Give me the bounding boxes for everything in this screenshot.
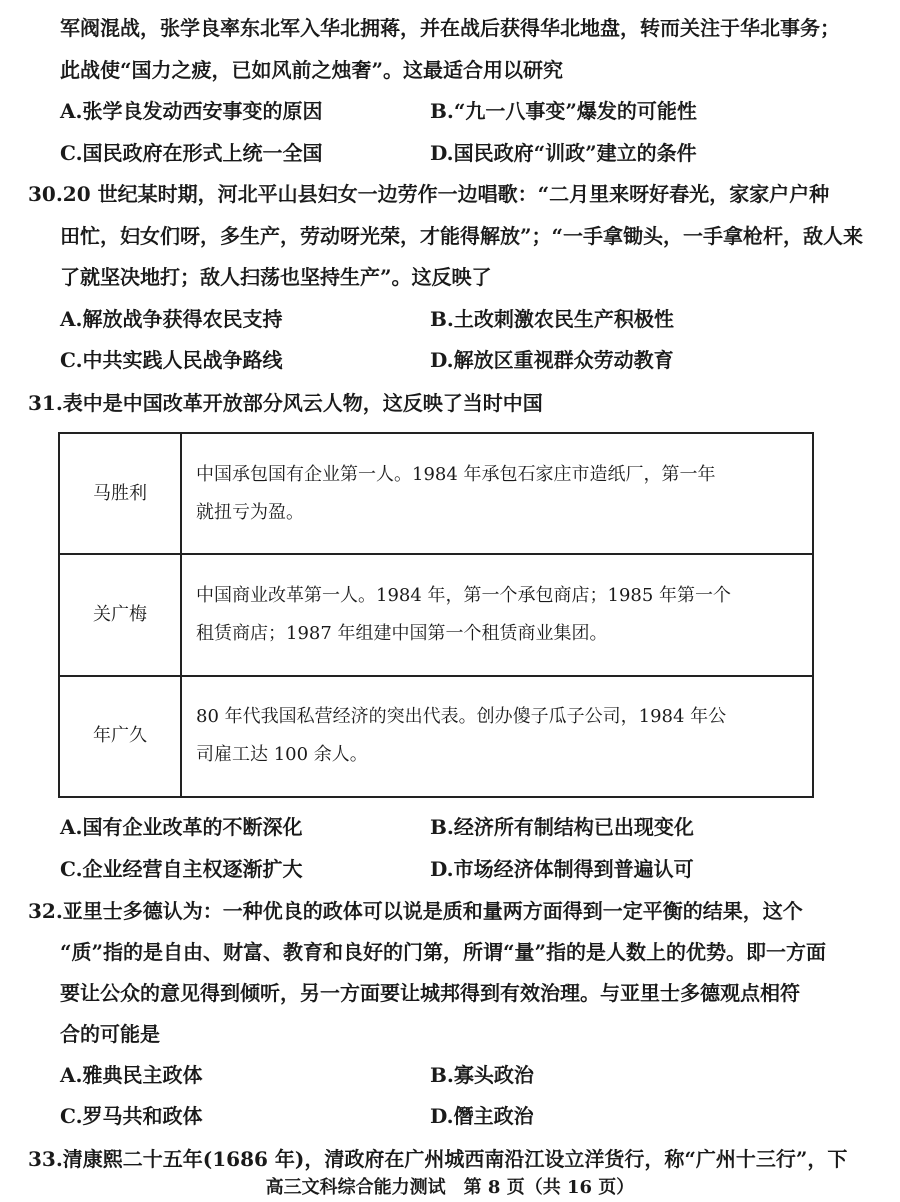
figure-description-line-1: 中国承包国有企业第一人。1984 年承包石家庄市造纸厂，第一年 bbox=[196, 463, 716, 485]
figure-name: 马胜利 bbox=[59, 433, 181, 554]
q31-option-a: A.国有企业改革的不断深化 bbox=[60, 815, 303, 839]
q30-option-c: C.中共实践人民战争路线 bbox=[60, 348, 283, 372]
figure-description bbox=[181, 554, 813, 675]
figure-description-line-2: 租赁商店；1987 年组建中国第一个租赁商业集团。 bbox=[196, 622, 608, 644]
figure-name: 年广久 bbox=[59, 676, 181, 797]
q32-stem-line-3: 要让公众的意见得到倾听，另一方面要让城邦得到有效治理。与亚里士多德观点相符 bbox=[60, 981, 800, 1005]
table-row bbox=[59, 676, 813, 797]
q29-option-b: B.“九一八事变”爆发的可能性 bbox=[430, 99, 697, 123]
q30-stem-line-2: 田忙，妇女们呀，多生产，劳动呀光荣，才能得解放”；“一手拿锄头，一手拿枪杆，敌人来 bbox=[60, 224, 864, 248]
q30-stem-line-3: 了就坚决地打；敌人扫荡也坚持生产”。这反映了 bbox=[60, 265, 492, 289]
q30-option-d: D.解放区重视群众劳动教育 bbox=[430, 348, 674, 372]
table-row bbox=[59, 433, 813, 554]
q31-option-b: B.经济所有制结构已出现变化 bbox=[430, 815, 694, 839]
q32-option-b: B.寡头政治 bbox=[430, 1063, 534, 1087]
q31-stem: 31.表中是中国改革开放部分风云人物，这反映了当时中国 bbox=[28, 391, 543, 415]
page-footer: 高三文科综合能力测试 第 8 页（共 16 页） bbox=[265, 1177, 635, 1198]
q32-option-d: D.僭主政治 bbox=[430, 1104, 534, 1128]
q29-stem-line-2: 此战使“国力之疲，已如风前之烛奢”。这最适合用以研究 bbox=[60, 58, 564, 82]
q30-option-a: A.解放战争获得农民支持 bbox=[60, 307, 283, 331]
q29-option-a: A.张学良发动西安事变的原因 bbox=[60, 99, 323, 123]
q30-option-b: B.土改刺激农民生产积极性 bbox=[430, 307, 674, 331]
q30-stem-line-1: 30.20 世纪某时期，河北平山县妇女一边劳作一边唱歌：“二月里来呀好春光，家家户户种 bbox=[28, 182, 830, 206]
figure-description-line-2: 司雇工达 100 余人。 bbox=[196, 744, 368, 766]
figure-description-line-2: 就扭亏为盈。 bbox=[196, 501, 304, 523]
q32-stem-line-1: 32.亚里士多德认为：一种优良的政体可以说是质和量两方面得到一定平衡的结果，这个 bbox=[28, 899, 803, 923]
figure-description-line-1: 80 年代我国私营经济的突出代表。创办傻子瓜子公司，1984 年公 bbox=[196, 706, 727, 728]
q32-option-c: C.罗马共和政体 bbox=[60, 1104, 203, 1128]
q29-stem-line-1: 军阀混战，张学良率东北军入华北拥蒋，并在战后获得华北地盘，转而关注于华北事务； bbox=[60, 16, 840, 40]
table-row bbox=[59, 554, 813, 675]
q29-option-c: C.国民政府在形式上统一全国 bbox=[60, 141, 323, 165]
figure-description bbox=[181, 433, 813, 554]
figure-description bbox=[181, 676, 813, 797]
q32-stem-line-2: “质”指的是自由、财富、教育和良好的门第，所谓“量”指的是人数上的优势。即一方面 bbox=[60, 940, 827, 964]
figure-description-line-1: 中国商业改革第一人。1984 年，第一个承包商店；1985 年第一个 bbox=[196, 584, 732, 606]
q31-option-c: C.企业经营自主权逐渐扩大 bbox=[60, 857, 303, 881]
q32-option-a: A.雅典民主政体 bbox=[60, 1063, 203, 1087]
q31-option-d: D.市场经济体制得到普遍认可 bbox=[430, 857, 694, 881]
figure-name: 关广梅 bbox=[59, 554, 181, 675]
reform-figures-table bbox=[58, 432, 814, 798]
q29-option-d: D.国民政府“训政”建立的条件 bbox=[430, 141, 697, 165]
q33-stem-line-1: 33.清康熙二十五年(1686 年)，清政府在广州城西南沿江设立洋货行，称“广州十三行”，下 bbox=[28, 1147, 848, 1171]
q32-stem-line-4: 合的可能是 bbox=[60, 1022, 160, 1046]
